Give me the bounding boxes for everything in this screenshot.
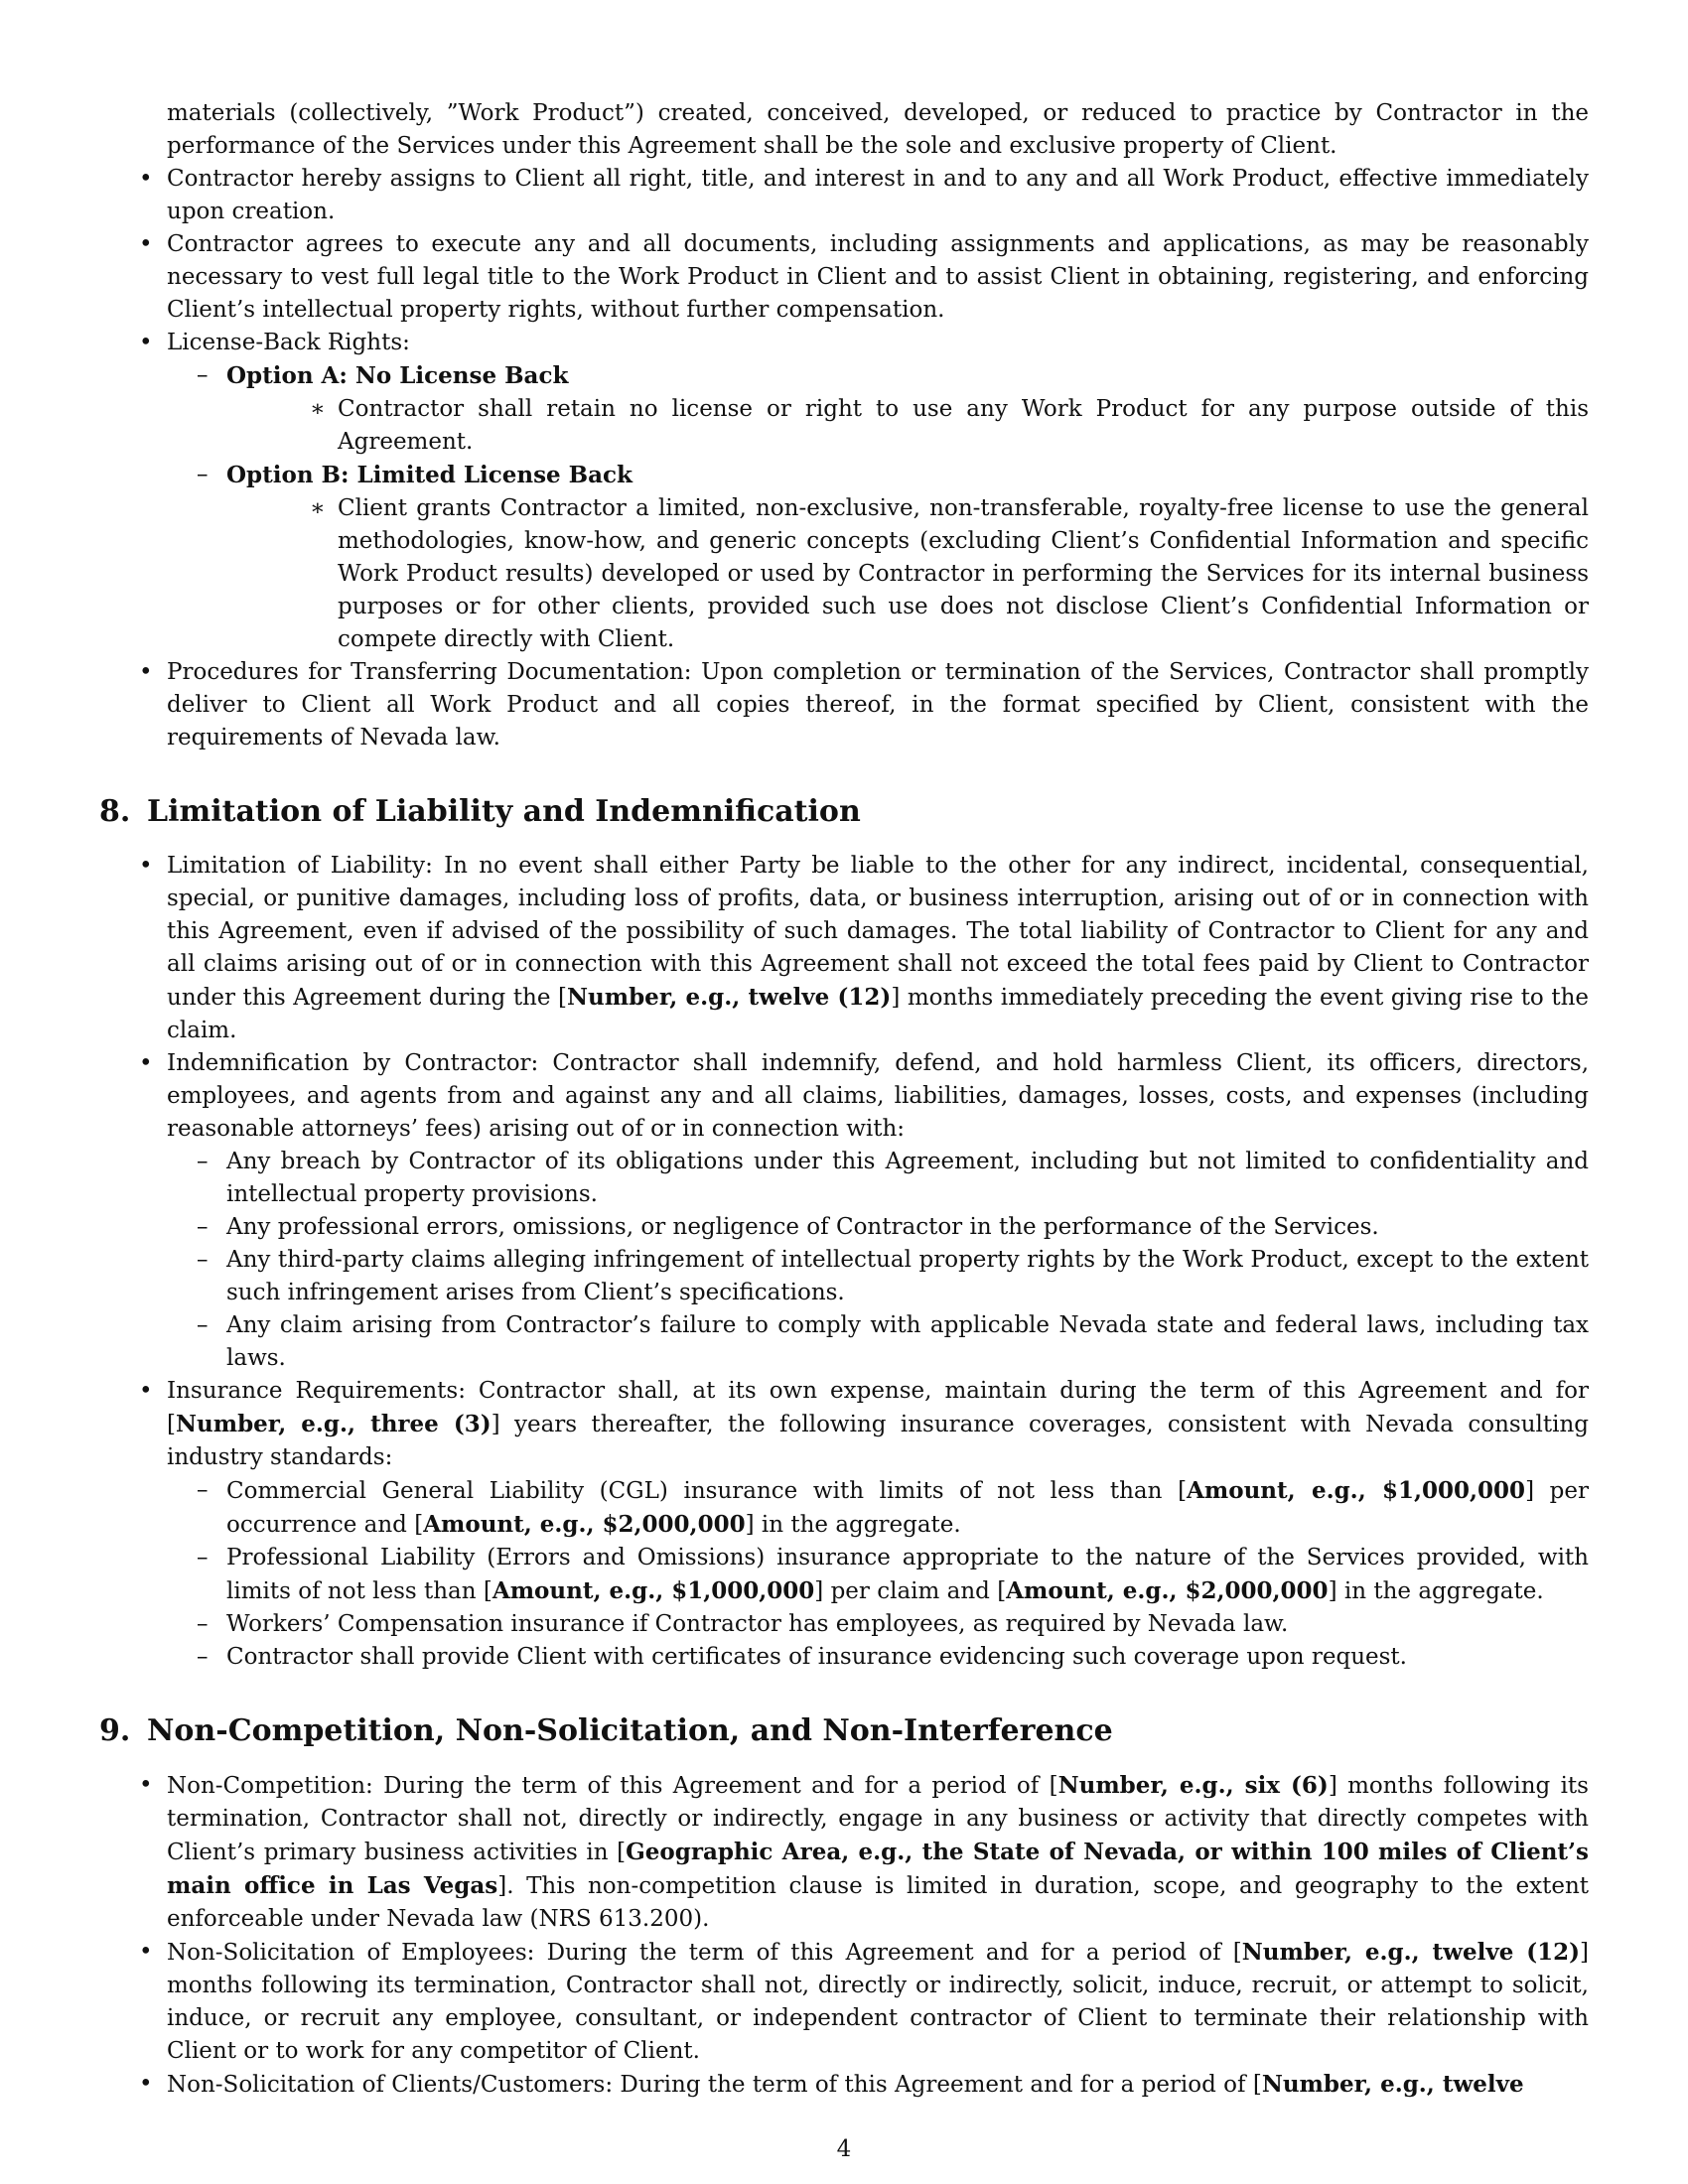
prof-text-post: ] in the aggregate. — [1328, 1578, 1544, 1604]
nonsolicit-cli-placeholder: Number, e.g., twelve — [1261, 2071, 1524, 2098]
indemnification-item: – Any claim arising from Contractor’s failure to comply with applicable Nevada state and federal laws, including tax laws. — [99, 1309, 1589, 1375]
insurance-text-post: ] years thereafter, the following insurance coverages, consistent with Nevada consulting industry standards: — [167, 1412, 1589, 1470]
insurance-item-certificates: – Contractor shall provide Client with certificates of insurance evidencing such coverage upon request. — [99, 1641, 1589, 1674]
continuation-paragraph: materials (collectively, ”Work Product”) created, conceived, developed, or reduced to practice by Contractor in the performance of the Services under this Agreement shall be the sole and exclusive property of Client. — [167, 100, 1589, 159]
indemnification-item: – Any professional errors, omissions, or negligence of Contractor in the performance of the Services. — [99, 1211, 1589, 1244]
section-8-title: Limitation of Liability and Indemnification — [147, 794, 861, 829]
option-b-list — [226, 492, 1589, 656]
list-item-limitation — [99, 850, 1589, 1047]
list-item-non-competition — [99, 1769, 1589, 1936]
section-8-heading — [99, 792, 1589, 832]
option-a — [99, 359, 1589, 459]
noncompete-text-mid: ] months following its termination, Contractor shall not, directly or indirectly, engage in any business or activity that directly competes with Client’s primary business activities in [ — [167, 1773, 1589, 1865]
option-a-list — [226, 393, 1589, 459]
nonsolicit-emp-text-pre: Non-Solicitation of Employees: During the term of this Agreement and for a period of [ — [167, 1940, 1242, 1966]
cgl-text-pre: Commercial General Liability (CGL) insurance with limits of not less than [ — [226, 1478, 1188, 1504]
option-b-title: Option B: Limited License Back — [226, 462, 633, 488]
cgl-text-post: ] in the aggregate. — [745, 1512, 961, 1538]
prof-placeholder-2: Amount, e.g., $2,000,000 — [1006, 1577, 1329, 1604]
insurance-placeholder: Number, e.g., three (3) — [175, 1411, 492, 1437]
insurance-item-professional — [99, 1542, 1589, 1608]
nonsolicit-emp-placeholder: Number, e.g., twelve (12) — [1241, 1939, 1581, 1966]
page-number: 4 — [836, 2136, 852, 2162]
section-9-list — [99, 1769, 1589, 2102]
license-back-label: License-Back Rights: — [167, 330, 410, 355]
license-options-list — [167, 359, 1589, 656]
section-8-number: 8. — [99, 794, 131, 829]
limitation-text-pre: Limitation of Liability: In no event shall either Party be liable to the other for any indirect, incidental, consequential, special, or punitive damages, including loss of profits, data, or business interruption, arising out of or in connection with this Agreement, even if advised of the possibility of such damages. The total liability of Contractor to Client for any and all claims arising out of or in connection with this Agreement shall not exceed the total fees paid by Client to Contractor under this Agreement during the [ — [167, 853, 1589, 1011]
noncompete-placeholder-1: Number, e.g., six (6) — [1057, 1772, 1329, 1799]
indemnification-item: – Any third-party claims alleging infringement of intellectual property rights by the Work Product, except to the extent such infringement arises from Client’s specifications. — [99, 1244, 1589, 1309]
cgl-placeholder-1: Amount, e.g., $1,000,000 — [1187, 1477, 1526, 1504]
ip-bullet-list — [99, 163, 1589, 754]
insurance-item-workers-comp: – Workers’ Compensation insurance if Contractor has employees, as required by Nevada law. — [99, 1608, 1589, 1641]
noncompete-placeholder-2: Geographic Area, e.g., the State of Nevada, or within 100 miles of Client’s main office in Las Vegas — [167, 1839, 1590, 1899]
insurance-sublist — [167, 1474, 1589, 1674]
prof-text-pre: Professional Liability (Errors and Omissions) insurance appropriate to the nature of the Services provided, with limits of not less than [ — [226, 1545, 1589, 1604]
section-9-heading — [99, 1711, 1589, 1751]
list-item-non-solicitation-employees — [99, 1936, 1589, 2068]
option-a-text: ∗ Contractor shall retain no license or right to use any Work Product for any purpose outside of this Agreement. — [159, 393, 1589, 459]
section-8-list — [99, 850, 1589, 1674]
indemnification-item: – Any breach by Contractor of its obligations under this Agreement, including but not limited to confidentiality and intellectual property provisions. — [99, 1146, 1589, 1211]
insurance-item-cgl — [99, 1474, 1589, 1542]
list-item-procedures: • Procedures for Transferring Documentation: Upon completion or termination of the Services, Contractor shall promptly deliver to Client all Work Product and all copies thereof, in the format specified by Client, consistent with the requirements of Nevada law. — [99, 656, 1589, 754]
limitation-placeholder: Number, e.g., twelve (12) — [567, 984, 892, 1011]
indemnification-sublist — [167, 1146, 1589, 1375]
nonsolicit-emp-text-post: ] months following its termination, Contractor shall not, directly or indirectly, solicit, induce, recruit, or attempt to solicit, induce, or recruit any employee, consultant, or independent contractor of Client to terminate their relationship with Client or to work for any competitor of Client. — [167, 1940, 1589, 2064]
prof-text-mid: ] per claim and [ — [814, 1578, 1007, 1604]
section-9-number: 9. — [99, 1713, 131, 1748]
limitation-text-post: ] months immediately preceding the event giving rise to the claim. — [167, 985, 1590, 1043]
prof-placeholder-1: Amount, e.g., $1,000,000 — [492, 1577, 815, 1604]
nonsolicit-cli-text-pre: Non-Solicitation of Clients/Customers: During the term of this Agreement and for a period of [ — [167, 2072, 1262, 2098]
noncompete-text-pre: Non-Competition: During the term of this Agreement and for a period of [ — [167, 1773, 1058, 1799]
cgl-placeholder-2: Amount, e.g., $2,000,000 — [423, 1511, 746, 1538]
option-b — [99, 459, 1589, 656]
list-item-insurance — [99, 1375, 1589, 1674]
option-a-title: Option A: No License Back — [226, 362, 569, 389]
indemnification-intro: Indemnification by Contractor: Contractor shall indemnify, defend, and hold harmless Client, its officers, directors, employees, and agents from and against any and all claims, liabilities, damages, losses, costs, and expenses (including reasonable attorneys’ fees) arising out of or in connection with: — [167, 1050, 1589, 1142]
cgl-text-mid: ] per occurrence and [ — [226, 1478, 1589, 1538]
option-b-text: ∗ Client grants Contractor a limited, non-exclusive, non-transferable, royalty-free license to use the general methodologies, know-how, and generic concepts (excluding Client’s Confidential Information and specific Work Product results) developed or used by Contractor in performing the Services for its internal business purposes or for other clients, provided such use does not disclose Client’s Confidential Information or compete directly with Client. — [159, 492, 1589, 656]
list-item-assign: • Contractor hereby assigns to Client all right, title, and interest in and to any and all Work Product, effective immediately upon creation. — [99, 163, 1589, 228]
list-item-license-back — [99, 327, 1589, 656]
list-item-non-solicitation-clients — [99, 2068, 1589, 2102]
page-content — [99, 97, 1589, 2102]
list-item-indemnification — [99, 1047, 1589, 1375]
list-item-execute: • Contractor agrees to execute any and all documents, including assignments and applications, as may be reasonably necessary to vest full legal title to the Work Product in Client and to assist Client in obtaining, registering, and enforcing Client’s intellectual property rights, without further compensation. — [99, 228, 1589, 327]
section-9-title: Non-Competition, Non-Solicitation, and Non-Interference — [147, 1713, 1113, 1748]
noncompete-text-post: ]. This non-competition clause is limited in duration, scope, and geography to the extent enforceable under Nevada law (NRS 613.200). — [167, 1873, 1589, 1932]
insurance-text-pre: Insurance Requirements: Contractor shall, at its own expense, maintain during the term of this Agreement and for [ — [167, 1378, 1589, 1437]
